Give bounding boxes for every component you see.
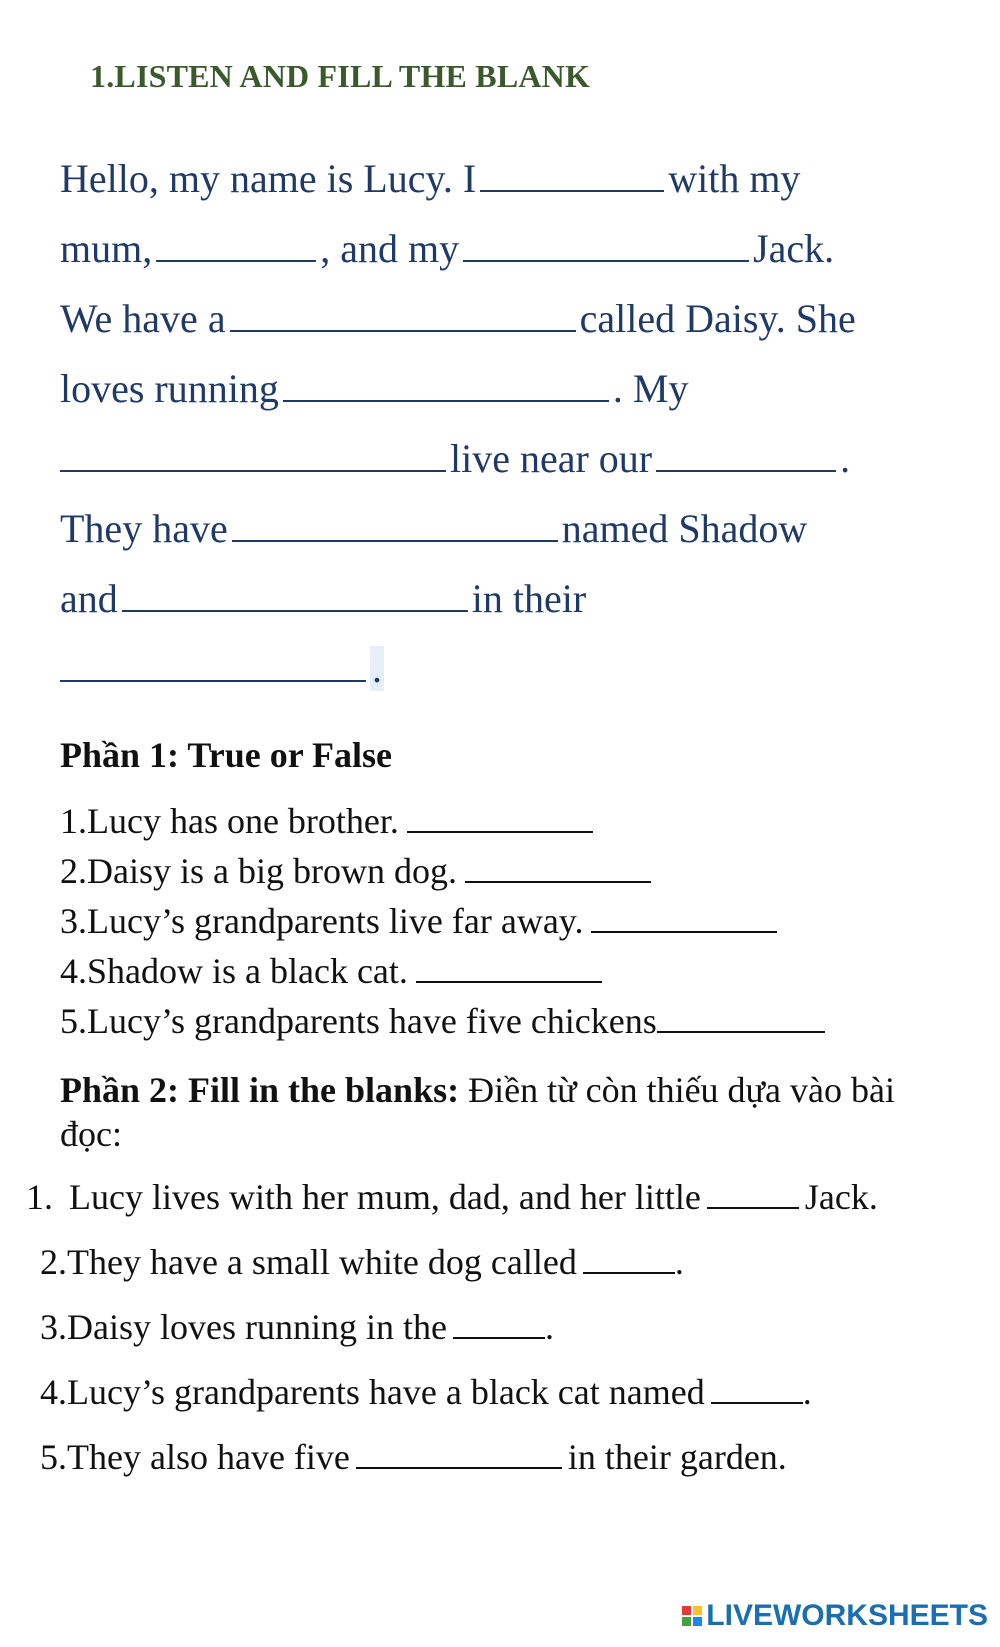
fill-item-text: . bbox=[544, 1307, 554, 1347]
logo-text: LIVEWORKSHEETS bbox=[706, 1599, 988, 1632]
tf-item-4 bbox=[60, 950, 602, 992]
story-text: named Shadow bbox=[561, 506, 808, 551]
story-blank-2[interactable] bbox=[156, 228, 316, 262]
story-line-5 bbox=[60, 435, 850, 482]
story-line-2 bbox=[60, 225, 834, 272]
logo-block bbox=[682, 1606, 691, 1615]
fill-item-text: Jack. bbox=[804, 1177, 878, 1217]
fill-item-text: in their garden. bbox=[567, 1437, 787, 1477]
fill-item-text: 3.Daisy loves running in the bbox=[40, 1307, 447, 1347]
story-blank-5[interactable] bbox=[283, 368, 609, 402]
tf-item-1 bbox=[60, 800, 593, 842]
story-text: loves running bbox=[60, 366, 279, 411]
story-text: We have a bbox=[60, 296, 226, 341]
story-text: Hello, my name is Lucy. I bbox=[60, 156, 477, 201]
tf-question: 2.Daisy is a big brown dog. bbox=[60, 851, 457, 891]
story-text: , and my bbox=[320, 226, 460, 271]
part2-title-rest: Điền từ còn thiếu dựa vào bài đọc: bbox=[60, 1070, 895, 1154]
story-text: Jack. bbox=[753, 226, 835, 271]
fill-item-2 bbox=[40, 1241, 684, 1283]
fill-item-3 bbox=[40, 1306, 554, 1348]
part1-title: Phần 1: True or False bbox=[60, 735, 392, 775]
fill-answer-blank-2[interactable] bbox=[583, 1246, 675, 1274]
story-text: and bbox=[60, 576, 118, 621]
story-line-8 bbox=[60, 645, 384, 692]
fill-item-text: Lucy lives with her mum, dad, and her little bbox=[69, 1177, 701, 1217]
story-text: . My bbox=[612, 366, 689, 411]
story-line-4 bbox=[60, 365, 688, 412]
liveworksheets-logo bbox=[682, 1599, 988, 1633]
story-blank-7[interactable] bbox=[656, 438, 836, 472]
story-text: in their bbox=[471, 576, 587, 621]
story-text: They have bbox=[60, 506, 228, 551]
fill-item-text: 4.Lucy’s grandparents have a black cat named bbox=[40, 1372, 705, 1412]
tf-question: 1.Lucy has one brother. bbox=[60, 801, 399, 841]
logo-block bbox=[693, 1617, 702, 1626]
logo-blocks-icon bbox=[682, 1606, 702, 1626]
tf-answer-blank-1[interactable] bbox=[407, 805, 593, 833]
story-blank-3[interactable] bbox=[463, 228, 749, 262]
fill-answer-blank-3[interactable] bbox=[453, 1311, 545, 1339]
tf-question: 3.Lucy’s grandparents live far away. bbox=[60, 901, 584, 941]
story-blank-9[interactable] bbox=[122, 578, 468, 612]
story-blank-6[interactable] bbox=[60, 438, 446, 472]
part2-title-bold: Phần 2: Fill in the blanks: bbox=[60, 1070, 460, 1110]
story-blank-10[interactable] bbox=[60, 648, 366, 682]
fill-answer-blank-4[interactable] bbox=[711, 1376, 803, 1404]
tf-answer-blank-5[interactable] bbox=[657, 1005, 825, 1033]
tf-answer-blank-2[interactable] bbox=[465, 855, 651, 883]
story-text: live near our bbox=[450, 436, 653, 481]
story-blank-1[interactable] bbox=[480, 158, 664, 192]
fill-item-1 bbox=[26, 1176, 878, 1218]
story-line-3 bbox=[60, 295, 856, 342]
story-line-7 bbox=[60, 575, 586, 622]
story-text: . bbox=[372, 646, 382, 691]
fill-item-5 bbox=[40, 1436, 787, 1478]
story-blank-4[interactable] bbox=[230, 298, 576, 332]
story-line-6 bbox=[60, 505, 807, 552]
fill-item-text: 2.They have a small white dog called bbox=[40, 1242, 577, 1282]
fill-item-4 bbox=[40, 1371, 812, 1413]
fill-item-text: 5.They also have five bbox=[40, 1437, 350, 1477]
tf-item-5 bbox=[60, 1000, 825, 1042]
logo-block bbox=[693, 1606, 702, 1615]
tf-item-2 bbox=[60, 850, 651, 892]
worksheet-heading: 1.LISTEN AND FILL THE BLANK bbox=[90, 58, 591, 94]
fill-item-text: . bbox=[802, 1372, 812, 1412]
fill-item-text: . bbox=[674, 1242, 684, 1282]
logo-block bbox=[682, 1617, 691, 1626]
story-line-1 bbox=[60, 155, 800, 202]
story-text: mum, bbox=[60, 226, 153, 271]
story-text: with my bbox=[668, 156, 801, 201]
tf-item-3 bbox=[60, 900, 777, 942]
fill-answer-blank-5[interactable] bbox=[356, 1441, 562, 1469]
fill-item-number: 1. bbox=[26, 1177, 53, 1217]
tf-answer-blank-4[interactable] bbox=[416, 955, 602, 983]
tf-question: 4.Shadow is a black cat. bbox=[60, 951, 408, 991]
tf-question: 5.Lucy’s grandparents have five chickens bbox=[60, 1001, 657, 1041]
part2-title bbox=[60, 1068, 940, 1156]
tf-answer-blank-3[interactable] bbox=[591, 905, 777, 933]
story-blank-8[interactable] bbox=[232, 508, 558, 542]
story-text: . bbox=[840, 436, 851, 481]
story-text: called Daisy. She bbox=[579, 296, 856, 341]
fill-answer-blank-1[interactable] bbox=[707, 1181, 799, 1209]
